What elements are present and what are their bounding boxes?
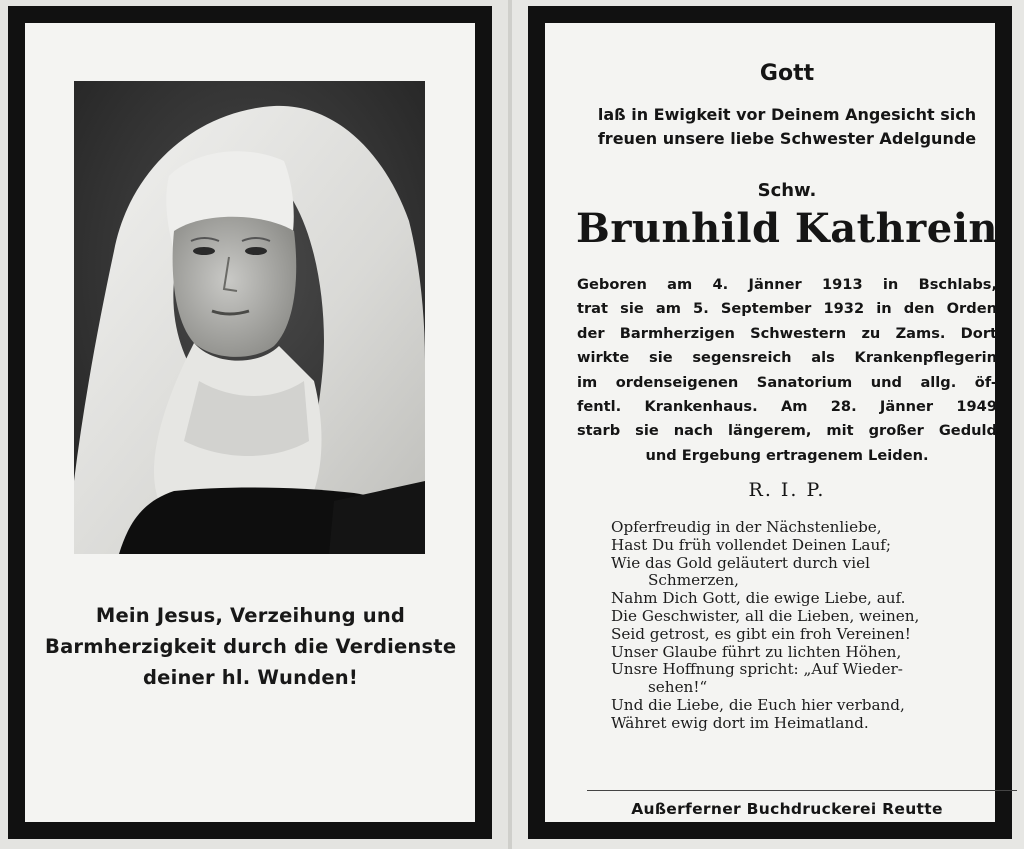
portrait-photo (74, 81, 425, 554)
poem-line: Wie das Gold geläutert durch viel (611, 553, 870, 572)
title-prefix: Schw. (757, 180, 817, 201)
printer-credit: Außerferner Buchdruckerei Reutte (631, 800, 943, 818)
right-card-panel (512, 0, 1024, 849)
motto-line: deiner hl. Wunden! (143, 666, 358, 689)
heading-gott: Gott (759, 61, 815, 86)
left-black-border-frame (8, 6, 492, 839)
poem-line: Schmerzen, (648, 571, 739, 590)
prayer-motto (45, 600, 456, 693)
deceased-name: Brunhild Kathrein (576, 205, 998, 252)
poem-line: Die Geschwister, all die Lieben, weinen, (611, 606, 920, 625)
bio-line: starb sie nach längerem, mit großer Geduld (577, 422, 997, 440)
intro-line: laß in Ewigkeit vor Deinem Angesicht sich (597, 105, 977, 124)
nun-portrait-image (74, 81, 425, 554)
bio-line: wirkte sie segensreich als Krankenpflegerin (577, 349, 997, 367)
biography-text (577, 273, 997, 468)
bio-line: trat sie am 5. September 1932 in den Orden (577, 300, 997, 318)
poem-line: Hast Du früh vollendet Deinen Lauf; (611, 535, 891, 554)
poem-line: sehen!“ (648, 678, 708, 697)
poem-line: Seid getrost, es gibt ein froh Vereinen! (611, 624, 911, 643)
poem-line: Und die Liebe, die Euch hier verband, (611, 695, 905, 714)
memorial-poem (611, 519, 1011, 733)
intro-line: freuen unsere liebe Schwester Adelgunde (597, 129, 977, 148)
intro-text (562, 103, 1012, 151)
right-black-border-frame (528, 6, 1012, 839)
poem-line: Unser Glaube führt zu lichten Höhen, (611, 642, 902, 661)
motto-line: Mein Jesus, Verzeihung und (95, 604, 406, 627)
bio-line: und Ergebung ertragenem Leiden. (645, 446, 929, 464)
poem-line: Nahm Dich Gott, die ewige Liebe, auf. (611, 589, 906, 608)
bio-line: Geboren am 4. Jänner 1913 in Bschlabs, (577, 276, 997, 293)
bio-line: fentl. Krankenhaus. Am 28. Jänner 1949 (577, 398, 997, 416)
bio-line: im ordenseigenen Sanatorium und allg. öf- (577, 373, 997, 391)
poem-line: Opferfreudig in der Nächstenliebe, (611, 518, 882, 536)
divider-line (587, 790, 1017, 791)
rip-text: R. I. P. (748, 479, 826, 501)
poem-line: Währet ewig dort im Heimatland. (611, 713, 869, 732)
motto-line: Barmherzigkeit durch die Verdienste (45, 635, 457, 658)
poem-line: Unsre Hoffnung spricht: „Auf Wieder- (611, 660, 903, 679)
bio-line: der Barmherzigen Schwestern zu Zams. Dort (577, 324, 997, 342)
